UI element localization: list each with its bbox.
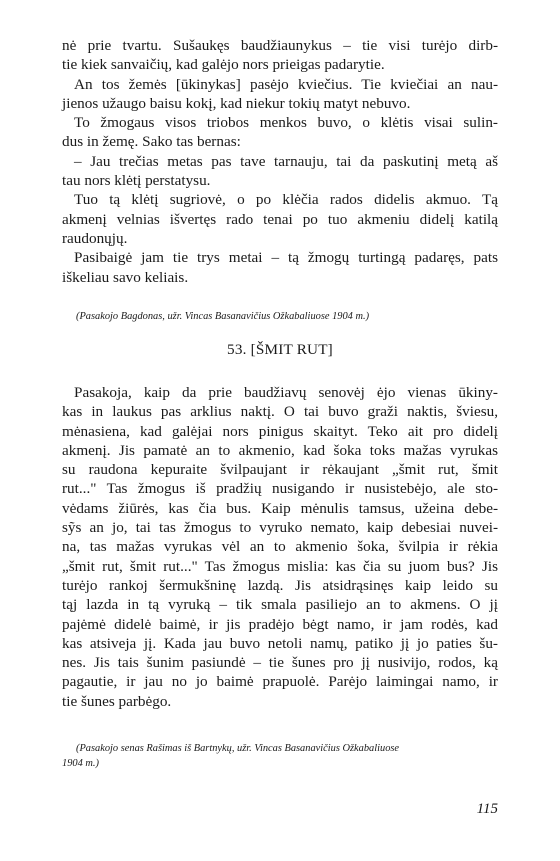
- text-line: turėjo rankoj šermukšninę lazdą. Jis atsidrąsinęs kaip leido su: [62, 576, 498, 594]
- text-line: tau nors klėtį perstatysu.: [62, 172, 211, 190]
- text-line: tie kiek sanvaičių, kad galėjo nors prieigas padarytie.: [62, 56, 385, 74]
- source-citation: (Pasakojo senas Rašimas iš Bartnykų, užr. Vincas Basanavičius Ožkabaliuose: [76, 743, 400, 754]
- continued-story-text: [62, 36, 498, 287]
- text-line: kas in laukus pas arklius naktį. O tai buvo graži naktis, šviesu,: [62, 403, 498, 421]
- chapter-title: 53. [ŠMIT RUT]: [227, 341, 333, 358]
- text-line: Pasibaigė jam tie trys metai – tą žmogų turtingą padaręs, pats: [74, 249, 498, 267]
- text-line: mėnasiena, kad galėjai nors pinigus skaityt. Teko ait pro didelį: [62, 422, 498, 440]
- text-line: „šmit rut, šmit rut..." Tas žmogus mislia: kas čia su juom bus? Jis: [62, 557, 498, 575]
- text-line: na, tas mažas vyrukas vėl an to akmenio šoka, švilpia ir rėkia: [62, 538, 498, 556]
- text-line: akmenį velnias išvertęs rado tenai po tuo akmeniu didelį katilą: [62, 210, 498, 228]
- story-text: [62, 383, 498, 711]
- text-line: sỹs an jo, tai tas žmogus to vyruko nemato, kaip debesiai nuvei-: [62, 519, 498, 537]
- text-line: nė prie tvartu. Sušaukęs baudžiaunykus – tie visi turėjo dirb-: [62, 37, 498, 54]
- text-line: An tos žemės [ūkinykas] pasėjo kviečius. Tie kviečiai an nau-: [74, 75, 498, 93]
- text-line: iškeliau savo keliais.: [62, 268, 189, 286]
- text-line: pagautie, ir jau no jo baimė prapuolė. Parėjo laimingai namo, ir: [62, 673, 498, 691]
- text-line: akmenį. Jis pamatė an to akmenio, kad šoka toks mažas vyrukas: [62, 441, 498, 459]
- text-line: raudonųjų.: [62, 229, 128, 247]
- source-note: [62, 309, 369, 324]
- text-line: vėdams žiūrės, kas čia bus. Kaip mėnulis tamsus, užeina debe-: [62, 499, 498, 517]
- source-citation: 1904 m.): [62, 758, 99, 769]
- source-note: [62, 741, 498, 771]
- page-number: 115: [476, 801, 498, 817]
- text-line: Tuo tą klėtį sugriovė, o po klėčia rados didelis akmuo. Tą: [74, 191, 498, 209]
- text-line: tie šunes parbėgo.: [62, 692, 172, 710]
- text-line: rut..." Tas žmogus iš pradžių nusigando ir nusistebėjo, ale sto-: [62, 480, 498, 498]
- text-line: kas atsiveja jį. Kada jau buvo netoli namų, patiko jį jo paties šu-: [62, 634, 498, 652]
- text-line: dus in žemę. Sako tas bernas:: [62, 133, 241, 151]
- text-line: Pasakoja, kaip da prie baudžiavų senovėj ėjo vienas ūkiny-: [74, 384, 498, 401]
- text-line: tąj lazda in tą vyruką – tik smala pasiliejo an to akmens. O jį: [62, 596, 498, 614]
- text-line: pajėmė didelė baimė, ir jis pradėjo bėgt namo, ir jam rodės, kad: [62, 615, 498, 633]
- text-line: To žmogaus visos triobos menkos buvo, o klėtis visai sulin-: [74, 114, 498, 132]
- text-line: nes. Jis tais šunim pasiundė – tie šunes pro jį nusivijo, rodos, ką: [62, 654, 498, 672]
- text-line: jienos užaugo baisu kokį, kad niekur tokių matyt nebuvo.: [62, 94, 411, 112]
- text-line: su raudona kepuraite švilpaujant ir rėkaujant „šmit rut, šmit: [62, 461, 498, 479]
- text-line: – Jau trečias metas pas tave tarnauju, tai da paskutinį metą aš: [74, 152, 498, 170]
- source-citation: (Pasakojo Bagdonas, užr. Vincas Basanavičius Ožkabaliuose 1904 m.): [76, 311, 370, 322]
